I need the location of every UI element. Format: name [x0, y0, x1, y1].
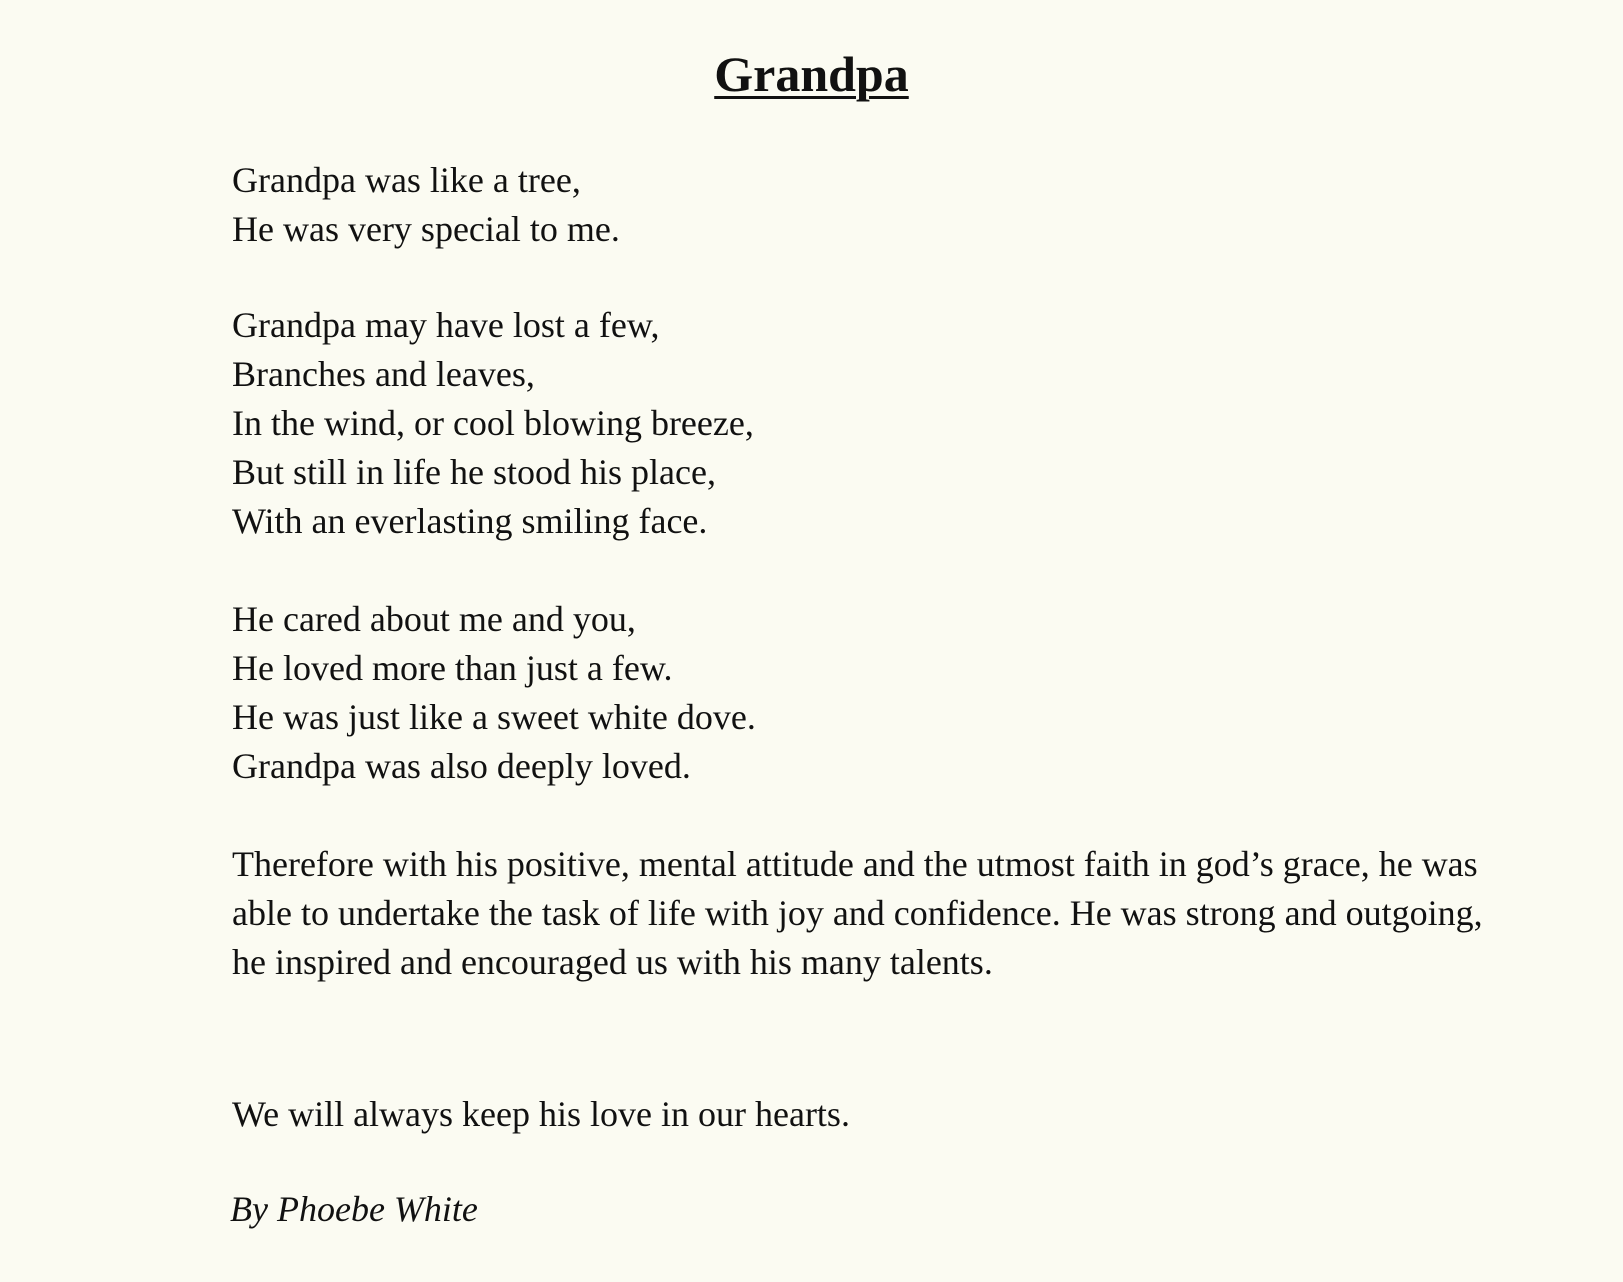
byline: By Phoebe White [230, 1189, 478, 1229]
stanza-2 [232, 301, 1532, 546]
stanza-line: In the wind, or cool blowing breeze, [232, 403, 754, 443]
stanza-line: He loved more than just a few. [232, 648, 673, 688]
stanza-line: Grandpa was also deeply loved. [232, 746, 691, 786]
stanza-line: But still in life he stood his place, [232, 452, 716, 492]
stanza-line: With an everlasting smiling face. [232, 501, 708, 541]
stanza-line: Grandpa was like a tree, [232, 160, 581, 200]
stanza-line: He cared about me and you, [232, 599, 636, 639]
stanza-line: He was very special to me. [232, 209, 620, 249]
poem-title: Grandpa [714, 46, 909, 102]
stanza-3 [232, 595, 1532, 791]
stanza-1 [232, 156, 1532, 254]
stanza-line: Branches and leaves, [232, 354, 535, 394]
closing-paragraph: Therefore with his positive, mental attitude and the utmost faith in god’s grace, he was able to undertake the task of life with joy and confidence. He was strong and outgoing, he inspired and encouraged us with his many talents. [232, 844, 1483, 982]
stanza-line: Grandpa may have lost a few, [232, 305, 660, 345]
closing-line: We will always keep his love in our hearts. [232, 1094, 850, 1134]
stanza-line: He was just like a sweet white dove. [232, 697, 756, 737]
